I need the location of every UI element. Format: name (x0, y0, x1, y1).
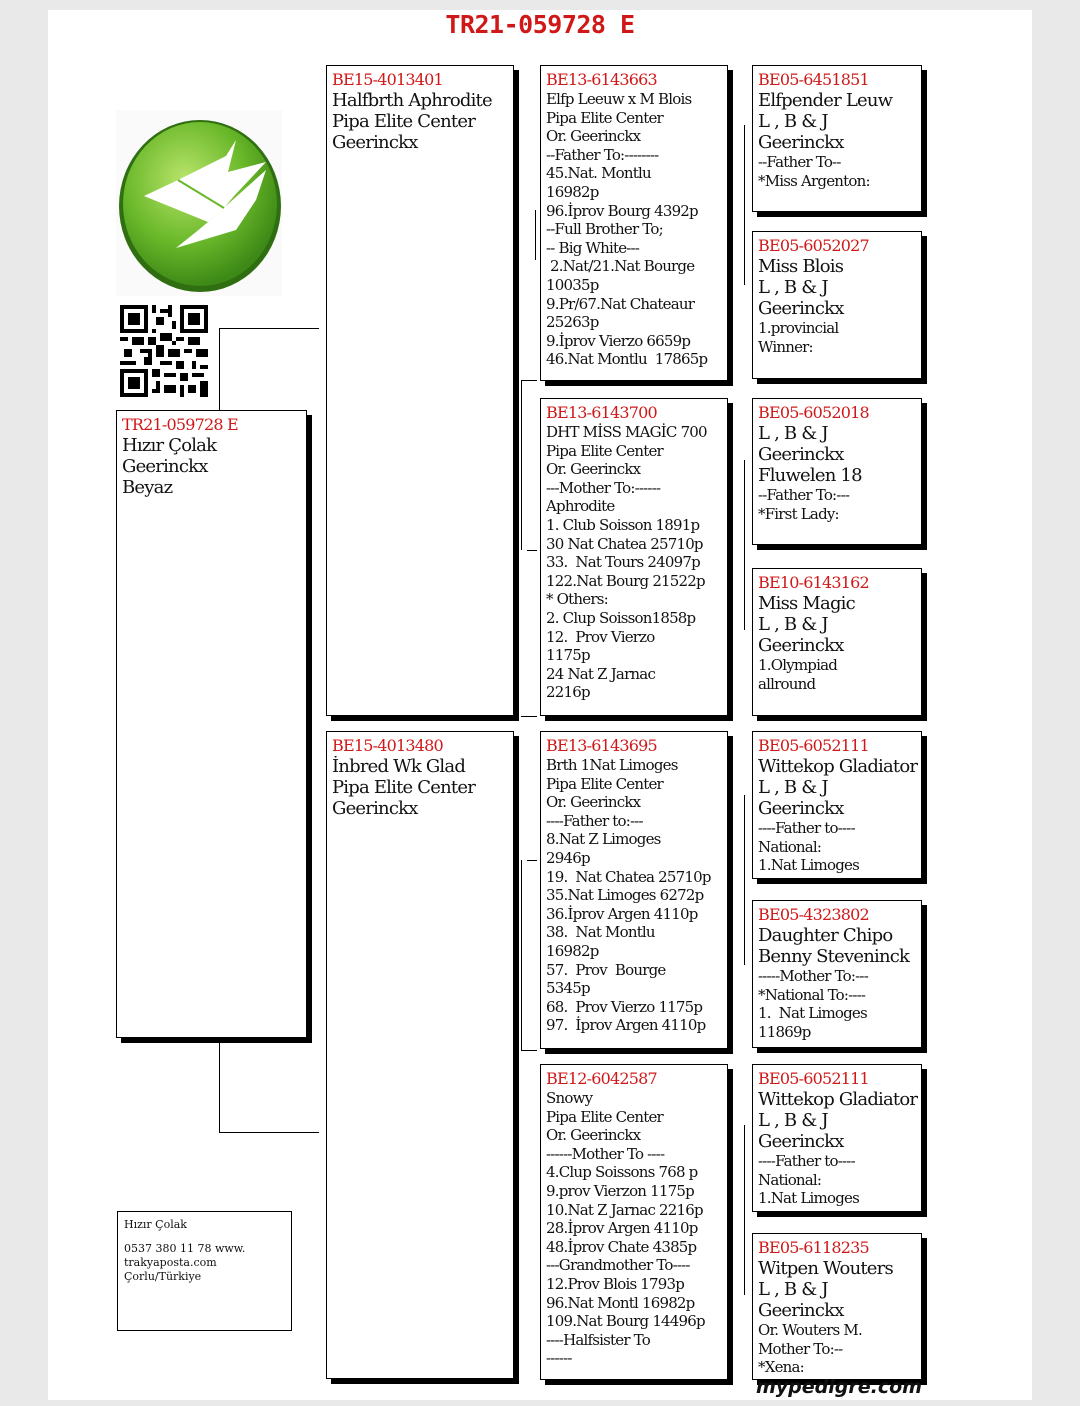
connector-line (521, 860, 522, 1050)
ring-code: BE05-6451851 (758, 70, 869, 89)
card-line: 122.Nat Bourg 21522p (546, 571, 705, 590)
card-line: 1. Nat Limoges (758, 1004, 867, 1023)
card-line: 45.Nat. Montlu (546, 164, 651, 183)
card-line: 38. Nat Montlu (546, 923, 655, 942)
card-line: 16982p (546, 941, 599, 960)
card-line: 12. Prov Vierzo (546, 627, 655, 646)
card-line: Geerinckx (758, 798, 844, 819)
card-line: ----Father to:--- (546, 811, 643, 830)
connector-line (219, 1040, 220, 1133)
card-line: --Full Brother To; (546, 220, 663, 239)
card-line: 25263p (546, 313, 599, 332)
card-line: Geerinckx (332, 798, 418, 819)
card-line: 9.Pr/67.Nat Chateaur (546, 294, 695, 313)
ring-code: TR21-059728 E (122, 415, 238, 434)
contact-phone: 0537 380 11 78 www. (124, 1242, 246, 1255)
ring-code: BE13-6143700 (546, 403, 657, 422)
card-line: 2216p (546, 683, 590, 702)
card-line: DHT MİSS MAGİC 700 (546, 423, 707, 441)
card-line: Fluwelen 18 (758, 465, 862, 486)
grandparent-card[interactable] (540, 398, 728, 716)
card-line: Or. Geerinckx (546, 1126, 641, 1145)
card-line: 36.İprov Argen 4110p (546, 904, 698, 923)
card-line: ------ (546, 1349, 572, 1368)
card-line: Snowy (546, 1089, 593, 1107)
card-line: 28.İprov Argen 4110p (546, 1219, 698, 1238)
card-line: 1.Nat Limoges (758, 856, 859, 875)
card-line: Geerinckx (122, 456, 208, 477)
card-line: 96.Nat Montl 16982p (546, 1293, 695, 1312)
book-dove-icon (116, 110, 282, 296)
card-line: Elfpender Leuw (758, 90, 893, 111)
card-line: 1175p (546, 646, 590, 665)
qr-code-icon (120, 305, 208, 397)
ring-code: BE10-6143162 (758, 573, 869, 592)
card-line: 16982p (546, 182, 599, 201)
ring-code: BE05-6052018 (758, 403, 869, 422)
connector-line (521, 716, 537, 717)
card-line: L , B & J (758, 423, 828, 444)
ring-code: BE12-6042587 (546, 1069, 657, 1088)
ring-code: BE13-6143695 (546, 736, 657, 755)
card-line: 33. Nat Tours 24097p (546, 553, 700, 572)
connector-line (527, 550, 537, 551)
card-line: Or. Geerinckx (546, 460, 641, 479)
card-line: -- Big White--- (546, 238, 640, 257)
card-line: 1. Club Soisson 1891p (546, 515, 700, 534)
connector-line (535, 210, 536, 260)
card-line: L , B & J (758, 777, 828, 798)
connector-line (744, 1125, 745, 1295)
connector-line (527, 860, 537, 861)
card-line: 10.Nat Z Jarnac 2216p (546, 1200, 703, 1219)
card-line: Wittekop Gladiator (758, 756, 918, 777)
card-line: 4.Clup Soissons 768 p (546, 1163, 698, 1182)
card-line: 11869p (758, 1022, 811, 1041)
card-line: 109.Nat Bourg 14496p (546, 1312, 705, 1331)
card-line: L , B & J (758, 277, 828, 298)
card-line: Pipa Elite Center (546, 1107, 663, 1126)
card-line: *First Lady: (758, 504, 839, 523)
card-line: Pipa Elite Center (546, 441, 663, 460)
grandparent-card[interactable] (540, 731, 728, 1049)
card-line: Geerinckx (758, 1300, 844, 1321)
connector-line (744, 795, 745, 965)
great-grandparent-card[interactable] (752, 900, 922, 1048)
card-line: *Miss Argenton: (758, 171, 870, 190)
card-line: --Father To:--- (758, 486, 850, 504)
card-line: -----Mother To:--- (758, 967, 868, 985)
card-line: Or. Wouters M. (758, 1321, 862, 1339)
card-line: ---Grandmother To---- (546, 1256, 690, 1275)
card-line: ----Halfsister To (546, 1330, 650, 1349)
card-line: Aphrodite (546, 497, 615, 516)
card-line: Hızır Çolak (122, 435, 217, 456)
page-title: TR21-059728 E (445, 10, 635, 39)
footer-brand[interactable]: mypedigre.com (756, 1376, 922, 1398)
card-line: Pipa Elite Center (332, 111, 476, 132)
card-line: ----Father to---- (758, 819, 855, 837)
card-line: Pipa Elite Center (546, 774, 663, 793)
card-line: Daughter Chipo (758, 925, 893, 946)
grandparent-card[interactable] (540, 65, 728, 381)
great-grandparent-card[interactable] (752, 65, 922, 212)
connector-line (219, 1132, 319, 1133)
card-line: 9.prov Vierzon 1175p (546, 1181, 694, 1200)
card-line: 48.İprov Chate 4385p (546, 1237, 697, 1256)
card-line: 30 Nat Chatea 25710p (546, 534, 703, 553)
card-line: 8.Nat Z Limoges (546, 830, 661, 849)
card-line: allround (758, 674, 816, 693)
card-line: *National To:---- (758, 985, 866, 1004)
ring-code: BE15-4013401 (332, 70, 443, 89)
connector-line (521, 380, 537, 381)
card-line: Or. Geerinckx (546, 793, 641, 812)
card-line: Geerinckx (758, 635, 844, 656)
ring-code: BE15-4013480 (332, 736, 443, 755)
card-line: 1.provincial (758, 319, 839, 337)
card-line: 2.Nat/21.Nat Bourge (546, 257, 695, 276)
great-grandparent-card[interactable] (752, 398, 922, 545)
card-line: Mother To:-- (758, 1339, 843, 1358)
ring-code: BE13-6143663 (546, 70, 657, 89)
card-line: Miss Blois (758, 256, 844, 277)
card-line: İnbred Wk Glad (332, 756, 466, 777)
card-line: 1.Nat Limoges (758, 1189, 859, 1208)
card-line: National: (758, 837, 822, 856)
card-line: Or. Geerinckx (546, 127, 641, 146)
card-line: L , B & J (758, 111, 828, 132)
great-grandparent-card[interactable] (752, 231, 922, 379)
connector-line (744, 125, 745, 285)
ring-code: BE05-4323802 (758, 905, 869, 924)
card-line: 35.Nat Limoges 6272p (546, 886, 704, 905)
card-line: 24 Nat Z Jarnac (546, 664, 656, 683)
card-line: 68. Prov Vierzo 1175p (546, 997, 703, 1016)
connector-line (219, 328, 220, 410)
card-line: Geerinckx (758, 298, 844, 319)
card-line: 12.Prov Blois 1793p (546, 1274, 685, 1293)
card-line: 19. Nat Chatea 25710p (546, 867, 711, 886)
card-line: 9.İprov Vierzo 6659p (546, 331, 691, 350)
card-line: Geerinckx (758, 132, 844, 153)
connector-line (744, 460, 745, 630)
great-grandparent-card[interactable] (752, 1233, 922, 1380)
card-line: 96.İprov Bourg 4392p (546, 201, 698, 220)
card-line: ----Father to---- (758, 1152, 855, 1170)
card-line: Pipa Elite Center (332, 777, 476, 798)
connector-line (521, 380, 522, 550)
grandparent-card[interactable] (540, 1064, 728, 1380)
card-line: 57. Prov Bourge (546, 960, 666, 979)
card-line: Benny Steveninck (758, 946, 910, 967)
subject-card[interactable] (116, 410, 307, 1038)
card-line: L , B & J (758, 1110, 828, 1131)
ring-code: BE05-6118235 (758, 1238, 869, 1257)
card-line: Geerinckx (758, 444, 844, 465)
card-line: ------Mother To ---- (546, 1144, 665, 1163)
card-line: Miss Magic (758, 593, 855, 614)
card-line: *Xena: (758, 1358, 804, 1377)
ring-code: BE05-6052111 (758, 1069, 869, 1088)
card-line: 46.Nat Montlu 17865p (546, 350, 708, 369)
logo (116, 110, 282, 296)
card-line: Halfbrth Aphrodite (332, 90, 492, 111)
dam-card[interactable] (326, 731, 514, 1379)
card-line: National: (758, 1170, 822, 1189)
contact-location: Çorlu/Türkiye (124, 1270, 202, 1283)
connector-line (521, 1050, 537, 1051)
contact-name: Hızır Çolak (124, 1218, 187, 1231)
card-line: 2. Clup Soisson1858p (546, 608, 696, 627)
card-line: Geerinckx (758, 1131, 844, 1152)
card-line: Elfp Leeuw x M Blois (546, 90, 692, 108)
great-grandparent-card[interactable] (752, 1064, 922, 1212)
card-line: * Others: (546, 590, 608, 609)
great-grandparent-card[interactable] (752, 731, 922, 879)
card-line: Witpen Wouters (758, 1258, 893, 1279)
card-line: --Father To:-------- (546, 145, 659, 164)
ring-code: BE05-6052111 (758, 736, 869, 755)
card-line: Wittekop Gladiator (758, 1089, 918, 1110)
contact-box (117, 1211, 292, 1331)
card-line: 1.Olympiad (758, 656, 838, 674)
card-line: Geerinckx (332, 132, 418, 153)
ring-code: BE05-6052027 (758, 236, 869, 255)
sire-card[interactable] (326, 65, 514, 716)
card-line: 97. İprov Argen 4110p (546, 1016, 706, 1035)
card-line: ---Mother To:------ (546, 478, 661, 497)
connector-line (219, 328, 319, 329)
contact-website: trakyaposta.com (124, 1256, 217, 1269)
card-line: Brth 1Nat Limoges (546, 756, 678, 774)
card-line: Beyaz (122, 477, 173, 498)
card-line: L , B & J (758, 1279, 828, 1300)
card-line: L , B & J (758, 614, 828, 635)
card-line: Pipa Elite Center (546, 108, 663, 127)
card-line: Winner: (758, 337, 813, 356)
card-line: 5345p (546, 979, 590, 998)
great-grandparent-card[interactable] (752, 568, 922, 716)
card-line: 2946p (546, 848, 590, 867)
card-line: --Father To-- (758, 153, 841, 171)
card-line: 10035p (546, 275, 599, 294)
